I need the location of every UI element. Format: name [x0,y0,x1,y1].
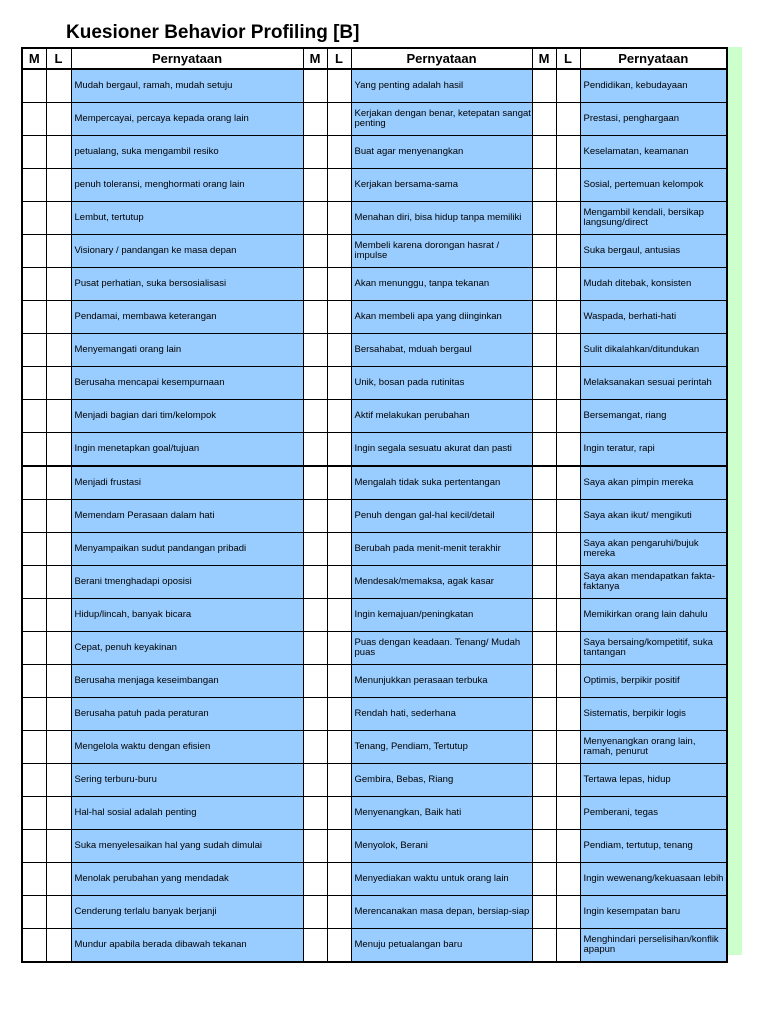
checkbox-m[interactable] [303,202,327,235]
checkbox-l[interactable] [327,301,351,334]
checkbox-l[interactable] [46,136,71,169]
statement-cell: Tertawa lepas, hidup [580,764,727,797]
checkbox-l[interactable] [46,896,71,929]
checkbox-l[interactable] [327,632,351,665]
checkbox-l[interactable] [46,764,71,797]
checkbox-m[interactable] [532,764,556,797]
table-row [22,665,727,698]
checkbox-l[interactable] [327,863,351,896]
checkbox-m[interactable] [303,698,327,731]
statement-cell: Ingin kesempatan baru [580,896,727,929]
checkbox-m[interactable] [532,698,556,731]
checkbox-m[interactable] [22,731,46,764]
checkbox-l[interactable] [327,136,351,169]
table-row [22,731,727,764]
statement-cell: Mudah bergaul, ramah, mudah setuju [71,69,303,103]
statement-cell: Ingin teratur, rapi [580,433,727,467]
checkbox-l[interactable] [556,929,580,963]
checkbox-m[interactable] [22,863,46,896]
checkbox-m[interactable] [22,830,46,863]
checkbox-m[interactable] [22,665,46,698]
statement-cell: Memikirkan orang lain dahulu [580,599,727,632]
checkbox-l[interactable] [556,136,580,169]
checkbox-l[interactable] [46,334,71,367]
table-row [22,169,727,202]
checkbox-l[interactable] [327,731,351,764]
checkbox-l[interactable] [46,797,71,830]
checkbox-m[interactable] [22,400,46,433]
table-row [22,500,727,533]
statement-cell: Cepat, penuh keyakinan [71,632,303,665]
checkbox-m[interactable] [532,566,556,599]
checkbox-l[interactable] [327,103,351,136]
statement-cell: Mengambil kendali, bersikap langsung/direct [580,202,727,235]
statement-cell: Berusaha menjaga keseimbangan [71,665,303,698]
checkbox-l[interactable] [46,566,71,599]
checkbox-m[interactable] [532,136,556,169]
checkbox-l[interactable] [327,400,351,433]
table-row [22,69,727,103]
statement-cell: Puas dengan keadaan. Tenang/ Mudah puas [351,632,532,665]
checkbox-l[interactable] [556,698,580,731]
statement-cell: Ingin segala sesuatu akurat dan pasti [351,433,532,467]
checkbox-l[interactable] [556,202,580,235]
table-row [22,433,727,467]
statement-cell: Keselamatan, keamanan [580,136,727,169]
checkbox-m[interactable] [303,863,327,896]
table-row [22,136,727,169]
checkbox-m[interactable] [22,929,46,963]
checkbox-m[interactable] [22,301,46,334]
table-row [22,632,727,665]
statement-cell: Tenang, Pendiam, Tertutup [351,731,532,764]
table-row [22,764,727,797]
checkbox-l[interactable] [556,400,580,433]
statement-cell: petualang, suka mengambil resiko [71,136,303,169]
checkbox-l[interactable] [46,698,71,731]
checkbox-m[interactable] [532,599,556,632]
checkbox-l[interactable] [46,301,71,334]
checkbox-m[interactable] [532,863,556,896]
statement-cell: Menunjukkan perasaan terbuka [351,665,532,698]
header-row [22,48,727,69]
checkbox-m[interactable] [22,334,46,367]
statement-cell: Cenderung terlalu banyak berjanji [71,896,303,929]
statement-cell: Mundur apabila berada dibawah tekanan [71,929,303,963]
statement-cell: Lembut, tertutup [71,202,303,235]
checkbox-m[interactable] [303,566,327,599]
table-row [22,863,727,896]
statement-cell: Saya akan mendapatkan fakta-faktanya [580,566,727,599]
checkbox-l[interactable] [556,103,580,136]
checkbox-l[interactable] [327,433,351,467]
checkbox-m[interactable] [303,632,327,665]
checkbox-m[interactable] [22,103,46,136]
checkbox-m[interactable] [22,466,46,500]
checkbox-m[interactable] [22,268,46,301]
checkbox-l[interactable] [46,533,71,566]
checkbox-l[interactable] [556,367,580,400]
checkbox-l[interactable] [46,169,71,202]
statement-cell: Suka menyelesaikan hal yang sudah dimulai [71,830,303,863]
checkbox-l[interactable] [327,202,351,235]
table-row [22,367,727,400]
table-row [22,929,727,963]
statement-cell: Saya akan ikut/ mengikuti [580,500,727,533]
statement-cell: Pendidikan, kebudayaan [580,69,727,103]
checkbox-m[interactable] [532,169,556,202]
statement-cell: Menyenangkan, Baik hati [351,797,532,830]
statement-cell: Menjadi bagian dari tim/kelompok [71,400,303,433]
checkbox-m[interactable] [303,929,327,963]
checkbox-m[interactable] [303,136,327,169]
statement-cell: Rendah hati, sederhana [351,698,532,731]
checkbox-m[interactable] [22,235,46,268]
checkbox-m[interactable] [532,466,556,500]
checkbox-l[interactable] [556,235,580,268]
checkbox-l[interactable] [556,334,580,367]
checkbox-l[interactable] [327,896,351,929]
checkbox-l[interactable] [327,334,351,367]
statement-cell: Pusat perhatian, suka bersosialisasi [71,268,303,301]
checkbox-m[interactable] [22,500,46,533]
checkbox-l[interactable] [327,797,351,830]
side-strip [726,47,742,955]
checkbox-m[interactable] [532,268,556,301]
statement-cell: Menyenangkan orang lain, ramah, penurut [580,731,727,764]
checkbox-m[interactable] [532,235,556,268]
checkbox-l[interactable] [46,500,71,533]
statement-cell: Kerjakan bersama-sama [351,169,532,202]
statement-cell: Prestasi, penghargaan [580,103,727,136]
checkbox-l[interactable] [556,863,580,896]
statement-cell: Akan membeli apa yang diinginkan [351,301,532,334]
checkbox-l[interactable] [46,929,71,963]
statement-cell: Gembira, Bebas, Riang [351,764,532,797]
checkbox-m[interactable] [532,665,556,698]
checkbox-m[interactable] [22,632,46,665]
checkbox-l[interactable] [46,367,71,400]
statement-cell: Hal-hal sosial adalah penting [71,797,303,830]
checkbox-l[interactable] [46,268,71,301]
checkbox-l[interactable] [46,863,71,896]
table-row [22,466,727,500]
checkbox-m[interactable] [532,103,556,136]
statement-cell: Penuh dengan gal-hal kecil/detail [351,500,532,533]
checkbox-m[interactable] [303,169,327,202]
checkbox-m[interactable] [303,334,327,367]
checkbox-m[interactable] [532,830,556,863]
statement-cell: Akan menunggu, tanpa tekanan [351,268,532,301]
statement-cell: Menyediakan waktu untuk orang lain [351,863,532,896]
checkbox-m[interactable] [532,533,556,566]
statement-cell: Pendamai, membawa keterangan [71,301,303,334]
header-statement: Pernyataan [71,48,303,69]
statement-cell: Pendiam, tertutup, tenang [580,830,727,863]
checkbox-l[interactable] [327,69,351,103]
checkbox-l[interactable] [46,599,71,632]
checkbox-l[interactable] [46,731,71,764]
statement-cell: Berusaha mencapai kesempurnaan [71,367,303,400]
checkbox-m[interactable] [22,367,46,400]
statement-cell: Saya bersaing/kompetitif, suka tantangan [580,632,727,665]
statement-cell: Saya akan pengaruhi/bujuk mereka [580,533,727,566]
checkbox-l[interactable] [556,268,580,301]
checkbox-l[interactable] [327,500,351,533]
statement-cell: Berubah pada menit-menit terakhir [351,533,532,566]
checkbox-l[interactable] [556,500,580,533]
statement-cell: Ingin menetapkan goal/tujuan [71,433,303,467]
table-row [22,400,727,433]
statement-cell: Waspada, berhati-hati [580,301,727,334]
checkbox-m[interactable] [532,202,556,235]
table-row [22,533,727,566]
statement-cell: Unik, bosan pada rutinitas [351,367,532,400]
checkbox-m[interactable] [532,433,556,467]
statement-cell: Sistematis, berpikir logis [580,698,727,731]
checkbox-l[interactable] [327,830,351,863]
statement-cell: Pemberani, tegas [580,797,727,830]
statement-cell: Suka bergaul, antusias [580,235,727,268]
checkbox-l[interactable] [556,433,580,467]
checkbox-l[interactable] [327,599,351,632]
checkbox-l[interactable] [556,665,580,698]
checkbox-m[interactable] [532,929,556,963]
checkbox-l[interactable] [556,599,580,632]
checkbox-m[interactable] [303,103,327,136]
checkbox-m[interactable] [532,731,556,764]
checkbox-m[interactable] [22,533,46,566]
checkbox-l[interactable] [556,731,580,764]
checkbox-l[interactable] [327,533,351,566]
checkbox-l[interactable] [46,103,71,136]
questionnaire-table [21,47,728,963]
table-row [22,301,727,334]
checkbox-m[interactable] [22,136,46,169]
checkbox-m[interactable] [303,599,327,632]
checkbox-m[interactable] [22,69,46,103]
checkbox-m[interactable] [532,367,556,400]
table-row [22,235,727,268]
checkbox-l[interactable] [556,830,580,863]
header-l: L [46,48,71,69]
checkbox-l[interactable] [46,69,71,103]
checkbox-l[interactable] [327,566,351,599]
checkbox-m[interactable] [532,301,556,334]
statement-cell: Menyemangati orang lain [71,334,303,367]
checkbox-l[interactable] [46,665,71,698]
statement-cell: Sulit dikalahkan/ditundukan [580,334,727,367]
page-title: Kuesioner Behavior Profiling [B] [66,22,360,43]
statement-cell: Mempercayai, percaya kepada orang lain [71,103,303,136]
table-row [22,103,727,136]
checkbox-m[interactable] [532,632,556,665]
checkbox-l[interactable] [327,235,351,268]
table-row [22,566,727,599]
checkbox-l[interactable] [46,202,71,235]
statement-cell: Saya akan pimpin mereka [580,466,727,500]
statement-cell: Sosial, pertemuan kelompok [580,169,727,202]
checkbox-l[interactable] [556,69,580,103]
checkbox-m[interactable] [303,466,327,500]
checkbox-l[interactable] [46,466,71,500]
checkbox-l[interactable] [327,169,351,202]
statement-cell: Aktif melakukan perubahan [351,400,532,433]
checkbox-l[interactable] [556,301,580,334]
statement-cell: Berusaha patuh pada peraturan [71,698,303,731]
checkbox-l[interactable] [556,533,580,566]
table-row [22,202,727,235]
table-row [22,268,727,301]
statement-cell: Kerjakan dengan benar, ketepatan sangat penting [351,103,532,136]
checkbox-l[interactable] [327,764,351,797]
checkbox-l[interactable] [556,632,580,665]
table-row [22,334,727,367]
checkbox-m[interactable] [303,830,327,863]
table-row [22,797,727,830]
checkbox-m[interactable] [303,301,327,334]
checkbox-l[interactable] [327,367,351,400]
checkbox-m[interactable] [22,896,46,929]
checkbox-m[interactable] [22,202,46,235]
statement-cell: Sering terburu-buru [71,764,303,797]
header-statement: Pernyataan [580,48,727,69]
table-row [22,830,727,863]
statement-cell: Mudah ditebak, konsisten [580,268,727,301]
checkbox-l[interactable] [46,235,71,268]
checkbox-l[interactable] [327,466,351,500]
checkbox-m[interactable] [303,433,327,467]
statement-cell: Ingin kemajuan/peningkatan [351,599,532,632]
checkbox-l[interactable] [46,433,71,467]
statement-cell: Memendam Perasaan dalam hati [71,500,303,533]
checkbox-m[interactable] [303,731,327,764]
statement-cell: Merencanakan masa depan, bersiap-siap [351,896,532,929]
statement-cell: Menolak perubahan yang mendadak [71,863,303,896]
statement-cell: Menahan diri, bisa hidup tanpa memiliki [351,202,532,235]
checkbox-m[interactable] [532,69,556,103]
statement-cell: Melaksanakan sesuai perintah [580,367,727,400]
statement-cell: Visionary / pandangan ke masa depan [71,235,303,268]
checkbox-m[interactable] [532,334,556,367]
checkbox-m[interactable] [303,400,327,433]
checkbox-l[interactable] [327,665,351,698]
checkbox-m[interactable] [303,235,327,268]
checkbox-m[interactable] [303,896,327,929]
checkbox-m[interactable] [22,797,46,830]
checkbox-l[interactable] [556,764,580,797]
statement-cell: penuh toleransi, menghormati orang lain [71,169,303,202]
table-row [22,599,727,632]
statement-cell: Bersahabat, mduah bergaul [351,334,532,367]
statement-cell: Mengelola waktu dengan efisien [71,731,303,764]
checkbox-m[interactable] [532,896,556,929]
statement-cell: Menuju petualangan baru [351,929,532,963]
checkbox-m[interactable] [303,764,327,797]
statement-cell: Mendesak/memaksa, agak kasar [351,566,532,599]
checkbox-m[interactable] [22,566,46,599]
checkbox-m[interactable] [22,599,46,632]
statement-cell: Membeli karena dorongan hasrat / impulse [351,235,532,268]
checkbox-l[interactable] [327,929,351,963]
checkbox-l[interactable] [46,632,71,665]
checkbox-l[interactable] [327,268,351,301]
checkbox-m[interactable] [303,367,327,400]
statement-cell: Buat agar menyenangkan [351,136,532,169]
header-l: L [556,48,580,69]
checkbox-l[interactable] [556,896,580,929]
table-row [22,698,727,731]
header-statement: Pernyataan [351,48,532,69]
table-row [22,896,727,929]
checkbox-m[interactable] [532,500,556,533]
checkbox-m[interactable] [303,797,327,830]
statement-cell: Mengalah tidak suka pertentangan [351,466,532,500]
statement-cell: Optimis, berpikir positif [580,665,727,698]
checkbox-l[interactable] [46,830,71,863]
statement-cell: Menghindari perselisihan/konflik apapun [580,929,727,963]
header-m: M [22,48,46,69]
checkbox-l[interactable] [46,400,71,433]
checkbox-m[interactable] [303,69,327,103]
table-body [22,69,727,962]
checkbox-m[interactable] [22,169,46,202]
checkbox-m[interactable] [22,764,46,797]
checkbox-l[interactable] [556,797,580,830]
checkbox-m[interactable] [303,500,327,533]
checkbox-l[interactable] [556,566,580,599]
checkbox-m[interactable] [22,433,46,467]
statement-cell: Hidup/lincah, banyak bicara [71,599,303,632]
checkbox-m[interactable] [532,400,556,433]
checkbox-m[interactable] [532,797,556,830]
checkbox-m[interactable] [303,533,327,566]
header-m: M [303,48,327,69]
checkbox-m[interactable] [303,268,327,301]
header-l: L [327,48,351,69]
checkbox-l[interactable] [556,169,580,202]
checkbox-m[interactable] [22,698,46,731]
checkbox-l[interactable] [327,698,351,731]
statement-cell: Ingin wewenang/kekuasaan lebih [580,863,727,896]
statement-cell: Berani tmenghadapi oposisi [71,566,303,599]
statement-cell: Bersemangat, riang [580,400,727,433]
statement-cell: Menyampaikan sudut pandangan pribadi [71,533,303,566]
checkbox-m[interactable] [303,665,327,698]
statement-cell: Yang penting adalah hasil [351,69,532,103]
statement-cell: Menjadi frustasi [71,466,303,500]
checkbox-l[interactable] [556,466,580,500]
header-m: M [532,48,556,69]
statement-cell: Menyolok, Berani [351,830,532,863]
